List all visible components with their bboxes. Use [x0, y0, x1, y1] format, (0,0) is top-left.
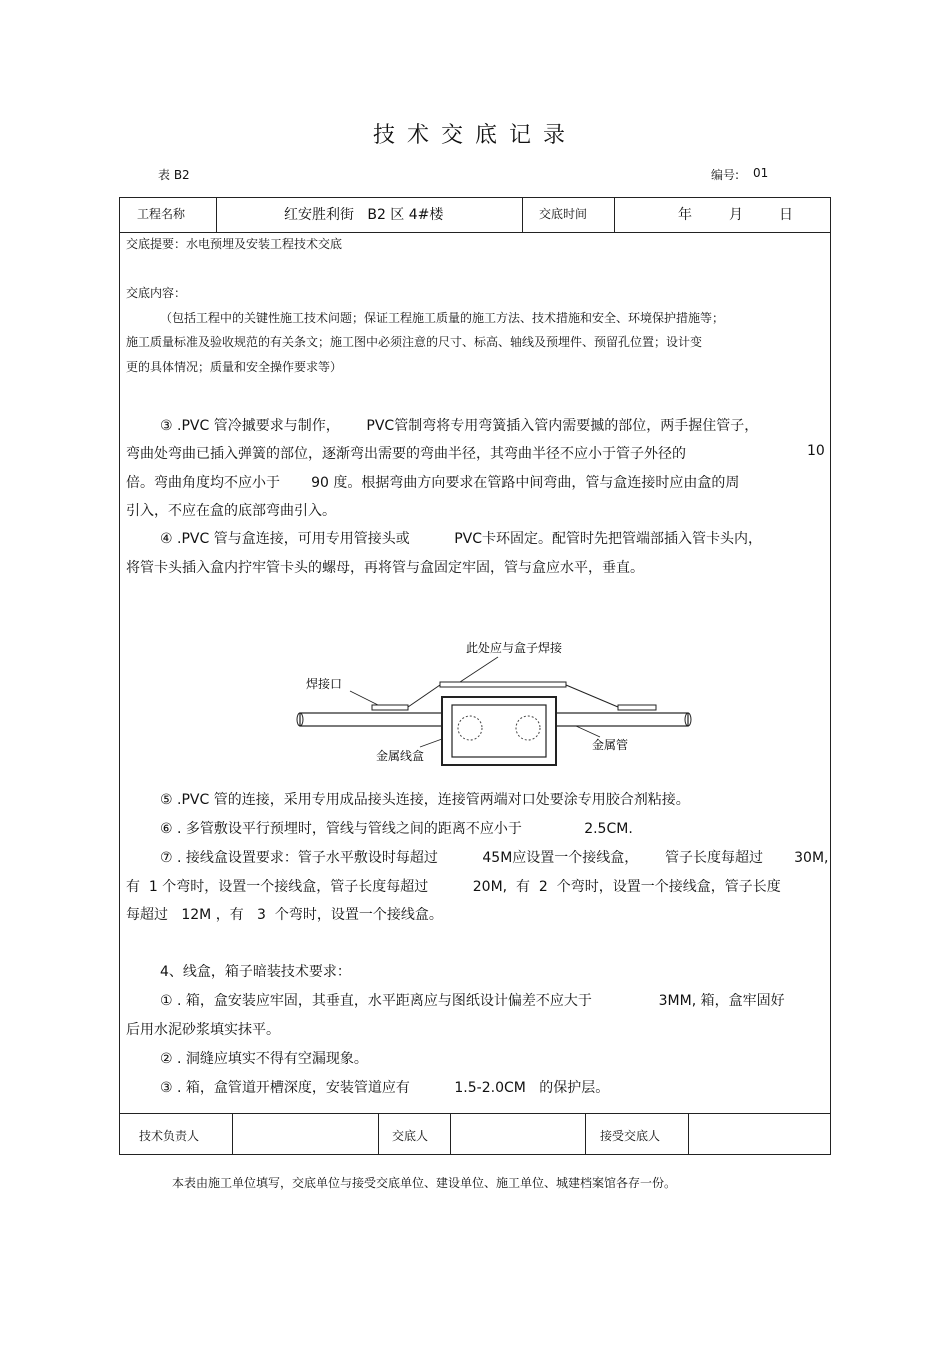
sig-col-divider-4: [585, 1113, 586, 1155]
para-7-line: ⑦ . 接线盒设置要求：管子水平敷设时每超过 45M应设置一个接线盒， 管子长度每超过 30M,: [160, 850, 829, 866]
connector-right: [566, 685, 618, 707]
connector-left: [408, 685, 440, 707]
date-year: 年: [678, 207, 692, 223]
section-4-item-1-cont: 后用水泥砂浆填实抹平。: [126, 1022, 280, 1038]
serial-label: 编号:: [711, 168, 740, 182]
para-6: ⑥ . 多管敷设平行预埋时，管线与管线之间的距离不应小于 2.5CM.: [160, 821, 633, 837]
project-name-value: 红安胜利街 B2 区 4#楼: [284, 207, 444, 223]
leader-weld-box: [460, 657, 498, 682]
weld-diagram: [290, 635, 710, 770]
para-3-line: 倍。弯曲角度均不应小于 90 度。根据弯曲方向要求在管路中间弯曲，管与盒连接时应由盒的周: [126, 475, 740, 491]
content-label: 交底内容：: [126, 286, 187, 300]
left-metal-pipe: [300, 713, 442, 726]
section-4-title: 4、线盒，箱子暗装技术要求：: [160, 964, 351, 980]
form-number: 表 B2: [158, 168, 190, 182]
knockout-hole-right: [516, 716, 540, 740]
sig-col-divider-1: [232, 1113, 233, 1155]
para-3-number: 10: [807, 443, 825, 459]
section-4-item-3: ③ . 箱，盒管道开槽深度，安装管道应有 1.5-2.0CM 的保护层。: [160, 1080, 610, 1096]
header-col-divider-2: [522, 197, 523, 232]
para-4-line: 将管卡头插入盒内拧牢管卡头的螺母，再将管与盒固定牢固，管与盒应水平，垂直。: [126, 560, 644, 576]
signature-row-divider: [119, 1113, 831, 1114]
sig-col-divider-2: [378, 1113, 379, 1155]
label-weld-port: 焊接口: [306, 677, 343, 691]
footer-note: 本表由施工单位填写，交底单位与接受交底单位、建设单位、施工单位、城建档案馆各存一份。: [172, 1176, 677, 1190]
para-7-line: 每超过 12M ，有 3 个弯时，设置一个接线盒。: [126, 907, 443, 923]
discloser-label: 交底人: [392, 1129, 429, 1143]
page-title: 技术交底记录: [372, 123, 577, 148]
guide-line: 施工质量标准及验收规范的有关条文；施工图中必须注意的尺寸、标高、轴线及预埋件、预留孔位置；设计变: [126, 335, 703, 349]
leader-box: [420, 739, 442, 747]
header-col-divider-1: [216, 197, 217, 232]
date-month: 月: [729, 207, 743, 223]
metal-junction-box: [442, 697, 556, 765]
date-day: 日: [779, 207, 793, 223]
tech-lead-label: 技术负责人: [139, 1129, 200, 1143]
label-junction-box: 金属线盒: [376, 749, 425, 763]
header-col-divider-3: [614, 197, 615, 232]
sig-col-divider-3: [450, 1113, 451, 1155]
para-5: ⑤ .PVC 管的连接，采用专用成品接头连接，连接管两端对口处要涂专用胶合剂粘接。: [160, 792, 690, 808]
junction-box-inner: [452, 705, 546, 757]
top-weld-bar: [440, 682, 566, 687]
disclosure-time-label: 交底时间: [539, 207, 588, 221]
project-name-label: 工程名称: [137, 207, 186, 221]
right-metal-pipe: [556, 713, 688, 726]
label-metal-pipe: 金属管: [592, 738, 629, 752]
guide-line: 更的具体情况；质量和安全操作要求等）: [126, 360, 343, 374]
serial-value: 01: [753, 166, 769, 180]
para-7-line: 有 1 个弯时，设置一个接线盒，管子长度每超过 20M, 有 2 个弯时，设置一个接线盒，管子长度: [126, 879, 781, 895]
para-3-line: ③ .PVC 管冷摵要求与制作， PVC管制弯将专用弯簧插入管内需要摵的部位，两手握住管子，: [160, 418, 759, 434]
leader-weld-port: [350, 691, 378, 705]
knockout-hole-left: [458, 716, 482, 740]
header-row-divider: [119, 232, 831, 233]
guide-line: （包括工程中的关键性施工技术问题；保证工程施工质量的施工方法、技术措施和安全、环境保护措施等；: [160, 311, 725, 325]
receiver-label: 接受交底人: [600, 1129, 661, 1143]
weld-strip-right: [618, 705, 656, 710]
para-3-line: 弯曲处弯曲已插入弹簧的部位，逐渐弯出需要的弯曲半径，其弯曲半径不应小于管子外径的: [126, 446, 686, 462]
sig-col-divider-5: [688, 1113, 689, 1155]
section-4-item-1: ① . 箱，盒安装应牢固，其垂直，水平距离应与图纸设计偏差不应大于 3MM, 箱，盒牢固好: [160, 993, 785, 1009]
weld-strip-left: [372, 705, 408, 710]
label-weld-box: 此处应与盒子焊接: [466, 641, 563, 655]
leader-pipe: [576, 726, 600, 737]
summary: 交底提要：水电预埋及安装工程技术交底: [126, 237, 343, 251]
para-4-line: ④ .PVC 管与盒连接，可用专用管接头或 PVC卡环固定。配管时先把管端部插入管卡头内，: [160, 531, 762, 547]
para-3-line: 引入，不应在盒的底部弯曲引入。: [126, 503, 336, 519]
section-4-item-2: ② . 洞缝应填实不得有空漏现象。: [160, 1051, 368, 1067]
